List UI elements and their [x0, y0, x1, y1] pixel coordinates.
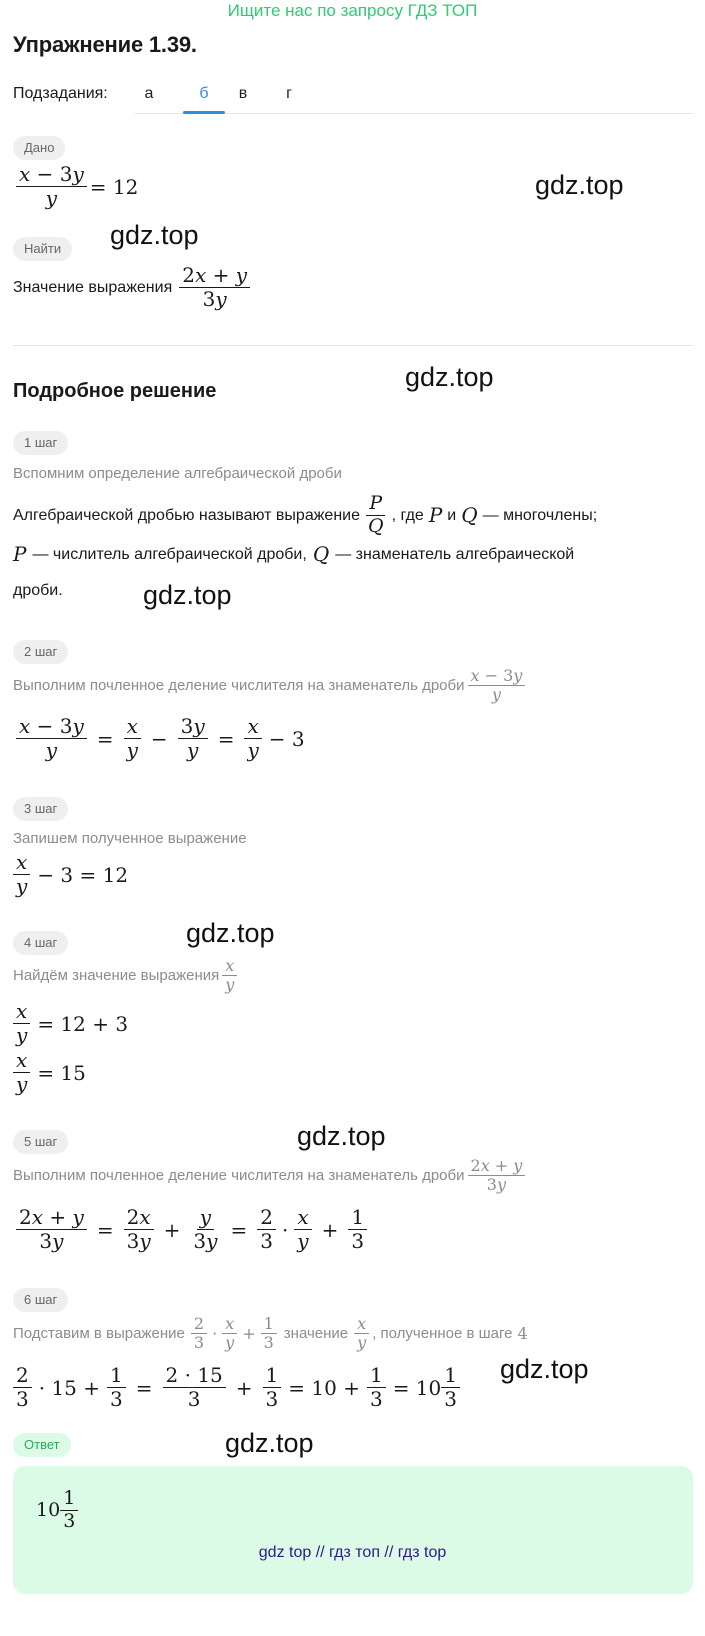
s6-term: 2: [13, 1364, 32, 1388]
s2-term: 3y: [178, 715, 208, 739]
definition-line2-b: — знаменатель алгебраической: [335, 546, 575, 563]
s6-term: 1: [107, 1364, 126, 1388]
s6hint-term: 3: [193, 1333, 205, 1353]
s2-term: =: [217, 726, 235, 751]
definition-line3: дроби.: [13, 582, 63, 599]
s2-term: =: [96, 726, 114, 751]
step-6-hint: [13, 1315, 528, 1353]
step-4-hint: [13, 957, 240, 995]
step-5-chip: 5 шаг: [13, 1130, 68, 1154]
given-rhs: = 12: [89, 174, 139, 199]
s6-term: = 10 +: [288, 1375, 360, 1400]
s6-term: =: [135, 1375, 153, 1400]
s2-term: y: [45, 738, 58, 762]
s5-term: 2x: [124, 1206, 154, 1230]
s6hint-term: +: [242, 1324, 256, 1344]
s2-term: y: [247, 738, 259, 762]
definition-frac-num: P: [366, 493, 385, 516]
find-row: [13, 264, 253, 311]
s4b-term: = 15: [37, 1060, 86, 1085]
given-numerator: x − 3y: [16, 163, 87, 187]
footer-links[interactable]: gdz top // гдз топ // гдз top: [258, 1544, 447, 1561]
s6hint-term: ·: [212, 1324, 218, 1344]
step-5-math: [13, 1206, 370, 1253]
given-denominator: y: [45, 186, 58, 210]
answer-box: [13, 1466, 693, 1594]
answer-den: 3: [63, 1509, 76, 1532]
step-2-hint-text: Выполним почленное деление числителя на знаменатель дроби: [13, 677, 465, 695]
step-2-chip: 2 шаг: [13, 640, 68, 664]
step-5-hint-text: Выполним почленное деление числителя на знаменатель дроби: [13, 1167, 465, 1185]
s3-term: y: [16, 874, 28, 898]
answer-whole: 10: [36, 1499, 61, 1522]
s6-term: 3: [444, 1387, 457, 1411]
step-4-hint-text: Найдём значение выражения: [13, 967, 220, 985]
s2-term: x: [124, 715, 141, 739]
step-1-hint: Вспомним определение алгебраической дроби: [13, 465, 342, 482]
find-text: Значение выражения: [13, 278, 173, 296]
s6-term: 1: [263, 1364, 282, 1388]
s6hint-term: x: [222, 1315, 237, 1334]
s5-term: 3y: [193, 1229, 218, 1253]
section-divider: [13, 345, 693, 346]
step-6-hint-step: 4: [517, 1324, 528, 1344]
s6hint-term: y: [225, 1333, 235, 1353]
subtasks-label: Подзадания:: [13, 85, 108, 102]
s5-term: 3y: [39, 1229, 64, 1253]
s5-term: ·: [281, 1217, 289, 1242]
watermark: gdz.top: [110, 220, 199, 250]
watermark: gdz.top: [297, 1121, 386, 1151]
step-6-math: [10, 1364, 463, 1411]
find-numerator: 2x + y: [179, 264, 250, 288]
given-expression: [13, 163, 138, 210]
answer-chip: Ответ: [13, 1433, 71, 1457]
s5-term: 2x + y: [16, 1206, 87, 1230]
answer-num: 1: [60, 1488, 78, 1511]
step-2-hint: [13, 667, 528, 705]
step-1-definition: [13, 493, 597, 538]
s6-term: 3: [110, 1387, 123, 1411]
definition-text-a: Алгебраической дробью называют выражение: [13, 506, 360, 524]
s5-term: y: [297, 1229, 309, 1253]
step-4-math-a: [10, 1000, 128, 1047]
definition-text-b: , где: [391, 506, 424, 524]
s4a-term: y: [16, 1023, 28, 1047]
step-1-chip: 1 шаг: [13, 431, 68, 455]
s5-term: =: [230, 1217, 248, 1242]
watermark: gdz.top: [405, 362, 494, 392]
step-6-hint-b: значение: [283, 1325, 349, 1343]
find-denominator: 3y: [202, 287, 227, 311]
s3-term: x: [13, 851, 30, 875]
watermark: gdz.top: [500, 1354, 589, 1384]
definition-var-q: Q: [461, 502, 478, 527]
s2-term: −: [150, 726, 168, 751]
s5-term: 1: [348, 1206, 367, 1230]
s6hint-term: 2: [191, 1315, 207, 1334]
tab-subtask-a[interactable]: а: [144, 85, 154, 102]
s6-term: 1: [367, 1364, 386, 1388]
s6-term: 3: [187, 1387, 201, 1411]
s6hint-val: x: [354, 1315, 369, 1334]
tab-subtask-b[interactable]: б: [199, 85, 209, 102]
step-6-hint-a: Подставим в выражение: [13, 1325, 185, 1343]
s6-term: +: [235, 1375, 253, 1400]
step-2-hint-den: y: [491, 685, 501, 705]
s6hint-term: 1: [261, 1315, 277, 1334]
step-2-hint-num: x − 3y: [468, 667, 526, 686]
definition-frac-den: Q: [367, 514, 384, 537]
s3-term: − 3 = 12: [37, 862, 129, 887]
step-3-math: [10, 851, 128, 898]
definition-var-p: P: [428, 502, 443, 527]
s2-term: − 3: [268, 726, 305, 751]
step-2-math: [13, 715, 305, 762]
find-chip: Найти: [13, 237, 72, 261]
definition-line2-p: P: [13, 542, 27, 566]
step-5-hint-num: 2x + y: [468, 1157, 526, 1176]
page-title: Упражнение 1.39.: [13, 32, 197, 57]
step-5-hint-den: 3y: [486, 1175, 507, 1195]
s5-term: 3: [260, 1229, 273, 1253]
tab-subtask-v[interactable]: в: [238, 85, 248, 102]
solution-title: Подробное решение: [13, 380, 217, 402]
s4a-term: x: [13, 1000, 30, 1024]
s4b-term: x: [13, 1049, 30, 1073]
s6-term: 3: [369, 1387, 383, 1411]
step-3-hint: Запишем полученное выражение: [13, 830, 247, 847]
step-4-hint-den: y: [225, 975, 235, 995]
s5-term: +: [321, 1217, 339, 1242]
active-tab-indicator: [183, 111, 225, 114]
s4b-term: y: [16, 1072, 28, 1096]
watermark: gdz.top: [535, 170, 624, 200]
answer-value: [36, 1488, 81, 1533]
watermark: gdz.top: [186, 918, 275, 948]
s2-term: y: [187, 738, 199, 762]
step-1-definition-line2: [13, 536, 574, 573]
definition-text-d: — многочлены;: [482, 506, 598, 524]
watermark: gdz.top: [225, 1428, 314, 1458]
s6-term: 2 · 15: [163, 1364, 226, 1388]
definition-line2-a: — числитель алгебраической дроби,: [32, 546, 307, 563]
s5-term: x: [294, 1206, 311, 1230]
s5-term: 3: [351, 1229, 365, 1253]
tab-subtask-g[interactable]: г: [286, 85, 292, 102]
step-3-chip: 3 шаг: [13, 797, 68, 821]
step-5-hint: [13, 1157, 528, 1195]
s5-term: 3y: [126, 1229, 151, 1253]
s6-term: 1: [441, 1364, 460, 1388]
s2-term: x: [244, 715, 261, 739]
s6hint-val: y: [357, 1333, 367, 1353]
s5-term: =: [96, 1217, 114, 1242]
definition-line2-q: Q: [312, 542, 330, 566]
s6-term: · 15 +: [38, 1375, 101, 1400]
watermark: gdz.top: [143, 580, 232, 610]
s2-term: y: [126, 738, 138, 762]
s5-term: 2: [257, 1206, 276, 1230]
search-banner: Ищите нас по запросу ГДЗ ТОП: [227, 1, 478, 20]
s6-term: 3: [265, 1387, 279, 1411]
given-chip: Дано: [13, 136, 65, 160]
step-4-hint-num: x: [222, 957, 237, 976]
s6-term: 3: [16, 1387, 29, 1411]
step-6-hint-c: , полученное в шаге: [372, 1325, 513, 1343]
s6hint-term: 3: [263, 1333, 274, 1353]
definition-text-c: и: [447, 506, 457, 524]
step-4-math-b: [10, 1049, 86, 1096]
s5-term: y: [197, 1206, 214, 1230]
s5-term: +: [163, 1217, 181, 1242]
step-4-chip: 4 шаг: [13, 931, 68, 955]
s2-term: x − 3y: [16, 715, 87, 739]
s6-term: = 10: [392, 1375, 442, 1400]
s4a-term: = 12 + 3: [37, 1011, 129, 1036]
step-6-chip: 6 шаг: [13, 1288, 68, 1312]
